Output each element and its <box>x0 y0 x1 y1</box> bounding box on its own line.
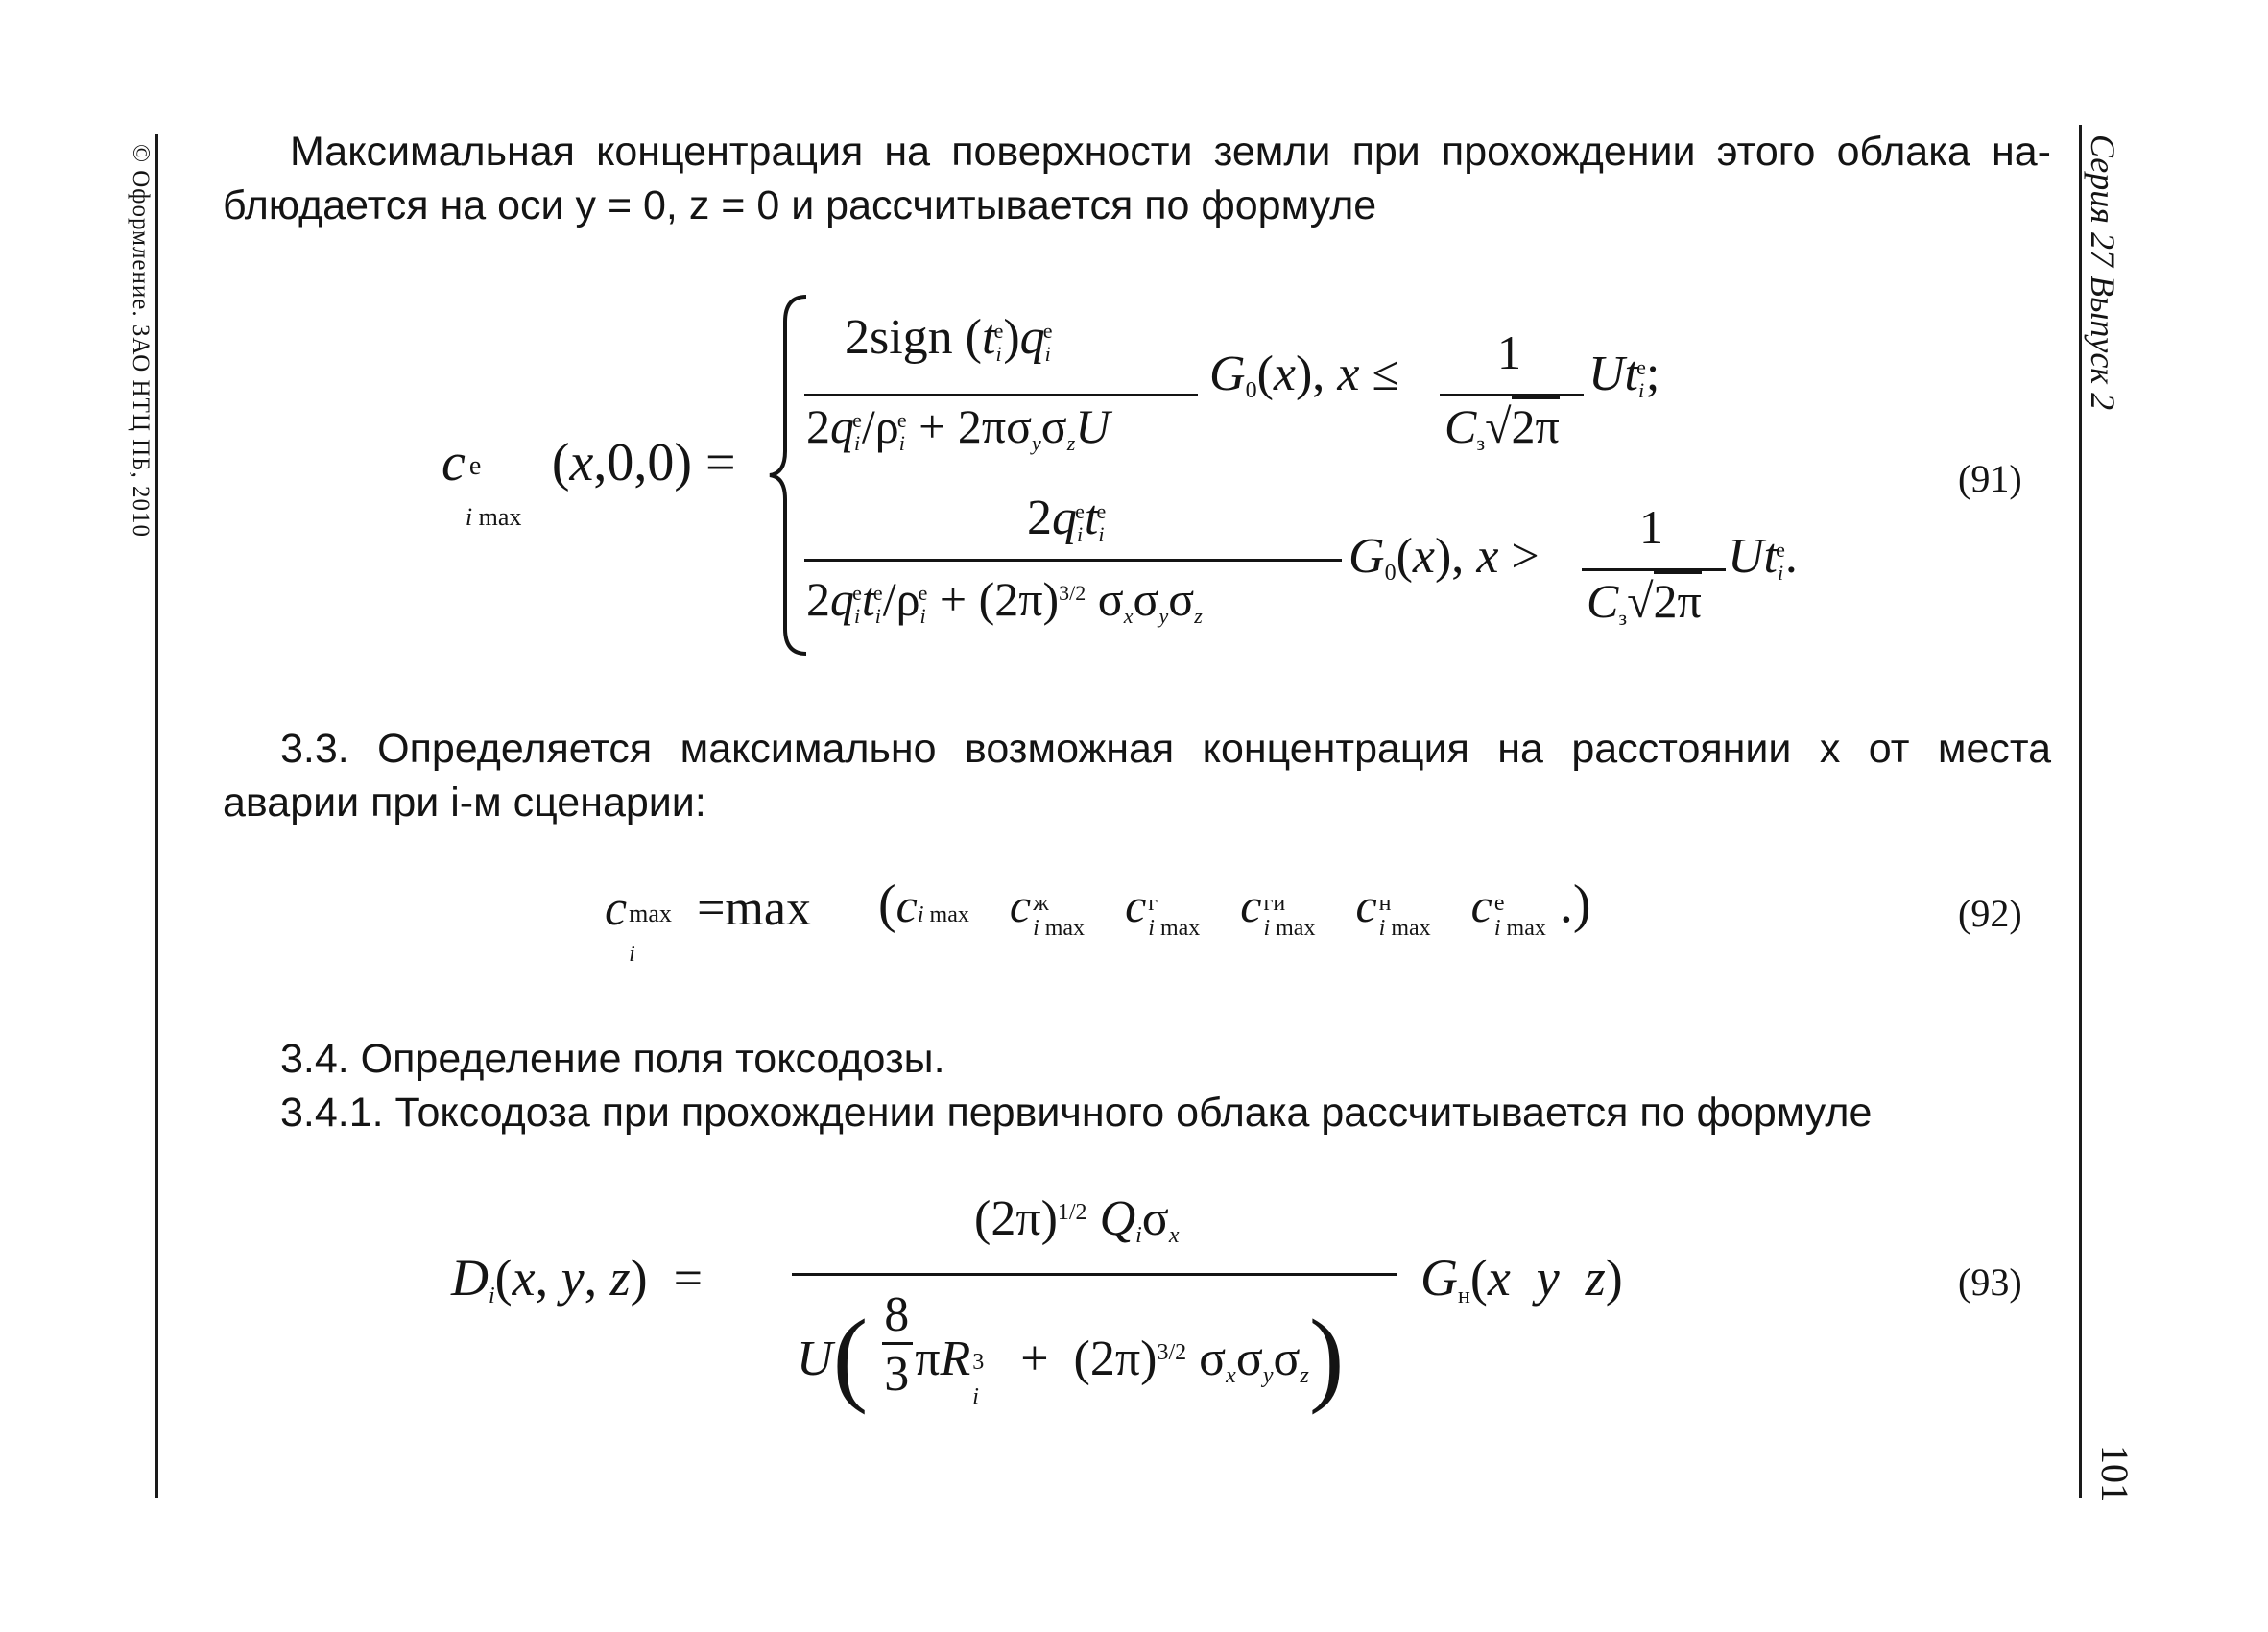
equation-91 <box>442 288 1862 672</box>
paragraph-line: 3.3. Определяется максимально возможная концентрация на расстоянии x от места <box>280 726 2051 772</box>
paragraph-line: 3.4. Определение поля токсодозы. <box>280 1036 945 1082</box>
equation-number-93: (93) <box>1958 1260 2022 1304</box>
eq92-lhs: c max i =max <box>605 881 811 967</box>
equation-number-92: (92) <box>1958 892 2022 935</box>
series-sidebar: Серия 27 Выпуск 2 <box>2084 134 2122 411</box>
paragraph-line: аварии при i-м сценарии: <box>223 780 706 826</box>
equation-93 <box>451 1190 1699 1440</box>
right-margin-rule <box>2079 125 2082 1498</box>
eq91-lhs: c e i max (x,0,0) = <box>442 433 736 531</box>
eq91-case2-tail: $Ut_i^e$. <box>1728 529 1798 585</box>
eq93-lhs: $D_i(x$, y, z) = <box>451 1249 704 1308</box>
eq91-case1-frac2-num: 1 <box>1497 325 1521 379</box>
copyright-sidebar: © Оформление. ЗАО НТЦ ПБ, 2010 <box>128 144 154 539</box>
eq91-case1-num: 2sign $(t_i^e)q_i^e$ <box>845 310 1053 366</box>
eq91-case1-rhs: $G_0(x)$, x ≤ <box>1209 347 1399 403</box>
equation-number-91: (91) <box>1958 457 2022 500</box>
paragraph-intro <box>223 125 2051 232</box>
equation-92 <box>605 869 1756 974</box>
page-number: 101 <box>2093 1445 2137 1502</box>
paragraph-line: блюдается на оси y = 0, z = 0 и рассчитывается по формуле <box>223 182 1377 228</box>
eq93-denominator: U( $\frac{8}{3}$ πR 3 i + $(2\pi)^{3/2}$ $\sigma_x\sigma_y\sigma_z$) <box>797 1287 1345 1415</box>
eq91-case1-fraction-bar <box>804 394 1198 396</box>
eq91-case2-num: $2q_i^et_i^e$ <box>1027 491 1107 546</box>
eq91-case2-frac2-num: 1 <box>1639 500 1663 554</box>
eq91-case2-fraction-bar <box>804 559 1342 562</box>
eq91-case1-den: $2q_i^e/\rho_i^e + 2\pi\sigma_y\sigma_zU$ <box>806 399 1110 455</box>
eq92-args: (ci max c ж i max c г i max c ги i max c н i max c е i max .) <box>878 875 1591 941</box>
paragraph-3-3 <box>223 722 2051 829</box>
paragraph-line: 3.4.1. Токсодоза при прохождении первичного облака рассчитывается по формуле <box>280 1090 1873 1136</box>
paragraph-line: Максимальная концентрация на поверхности земли при прохождении этого облака на- <box>290 129 2051 175</box>
eq91-case1-frac2-den: $C_з√2\pi$ <box>1444 398 1560 456</box>
eq91-case2-rhs: $G_0(x)$, x > <box>1349 529 1540 586</box>
paragraph-3-4 <box>280 1032 2046 1140</box>
eq91-case1-tail: $Ut_i^e$; <box>1588 347 1660 402</box>
eq93-fraction-bar <box>792 1273 1397 1276</box>
eq91-case2-frac2-den: $C_з√2\pi$ <box>1587 573 1702 631</box>
eq93-rhs: $G_н(x$ y z) <box>1420 1249 1623 1308</box>
eq93-numerator: $(2\pi)^{1/2}$ $Q_i\sigma_x$ <box>974 1191 1180 1248</box>
eq91-case2-den: $2q_i^et_i^e/\rho_i^e + (2\pi)^{3/2}$ $\sigma_x\sigma_y\sigma_z$ <box>806 572 1203 628</box>
left-margin-rule <box>155 134 158 1498</box>
